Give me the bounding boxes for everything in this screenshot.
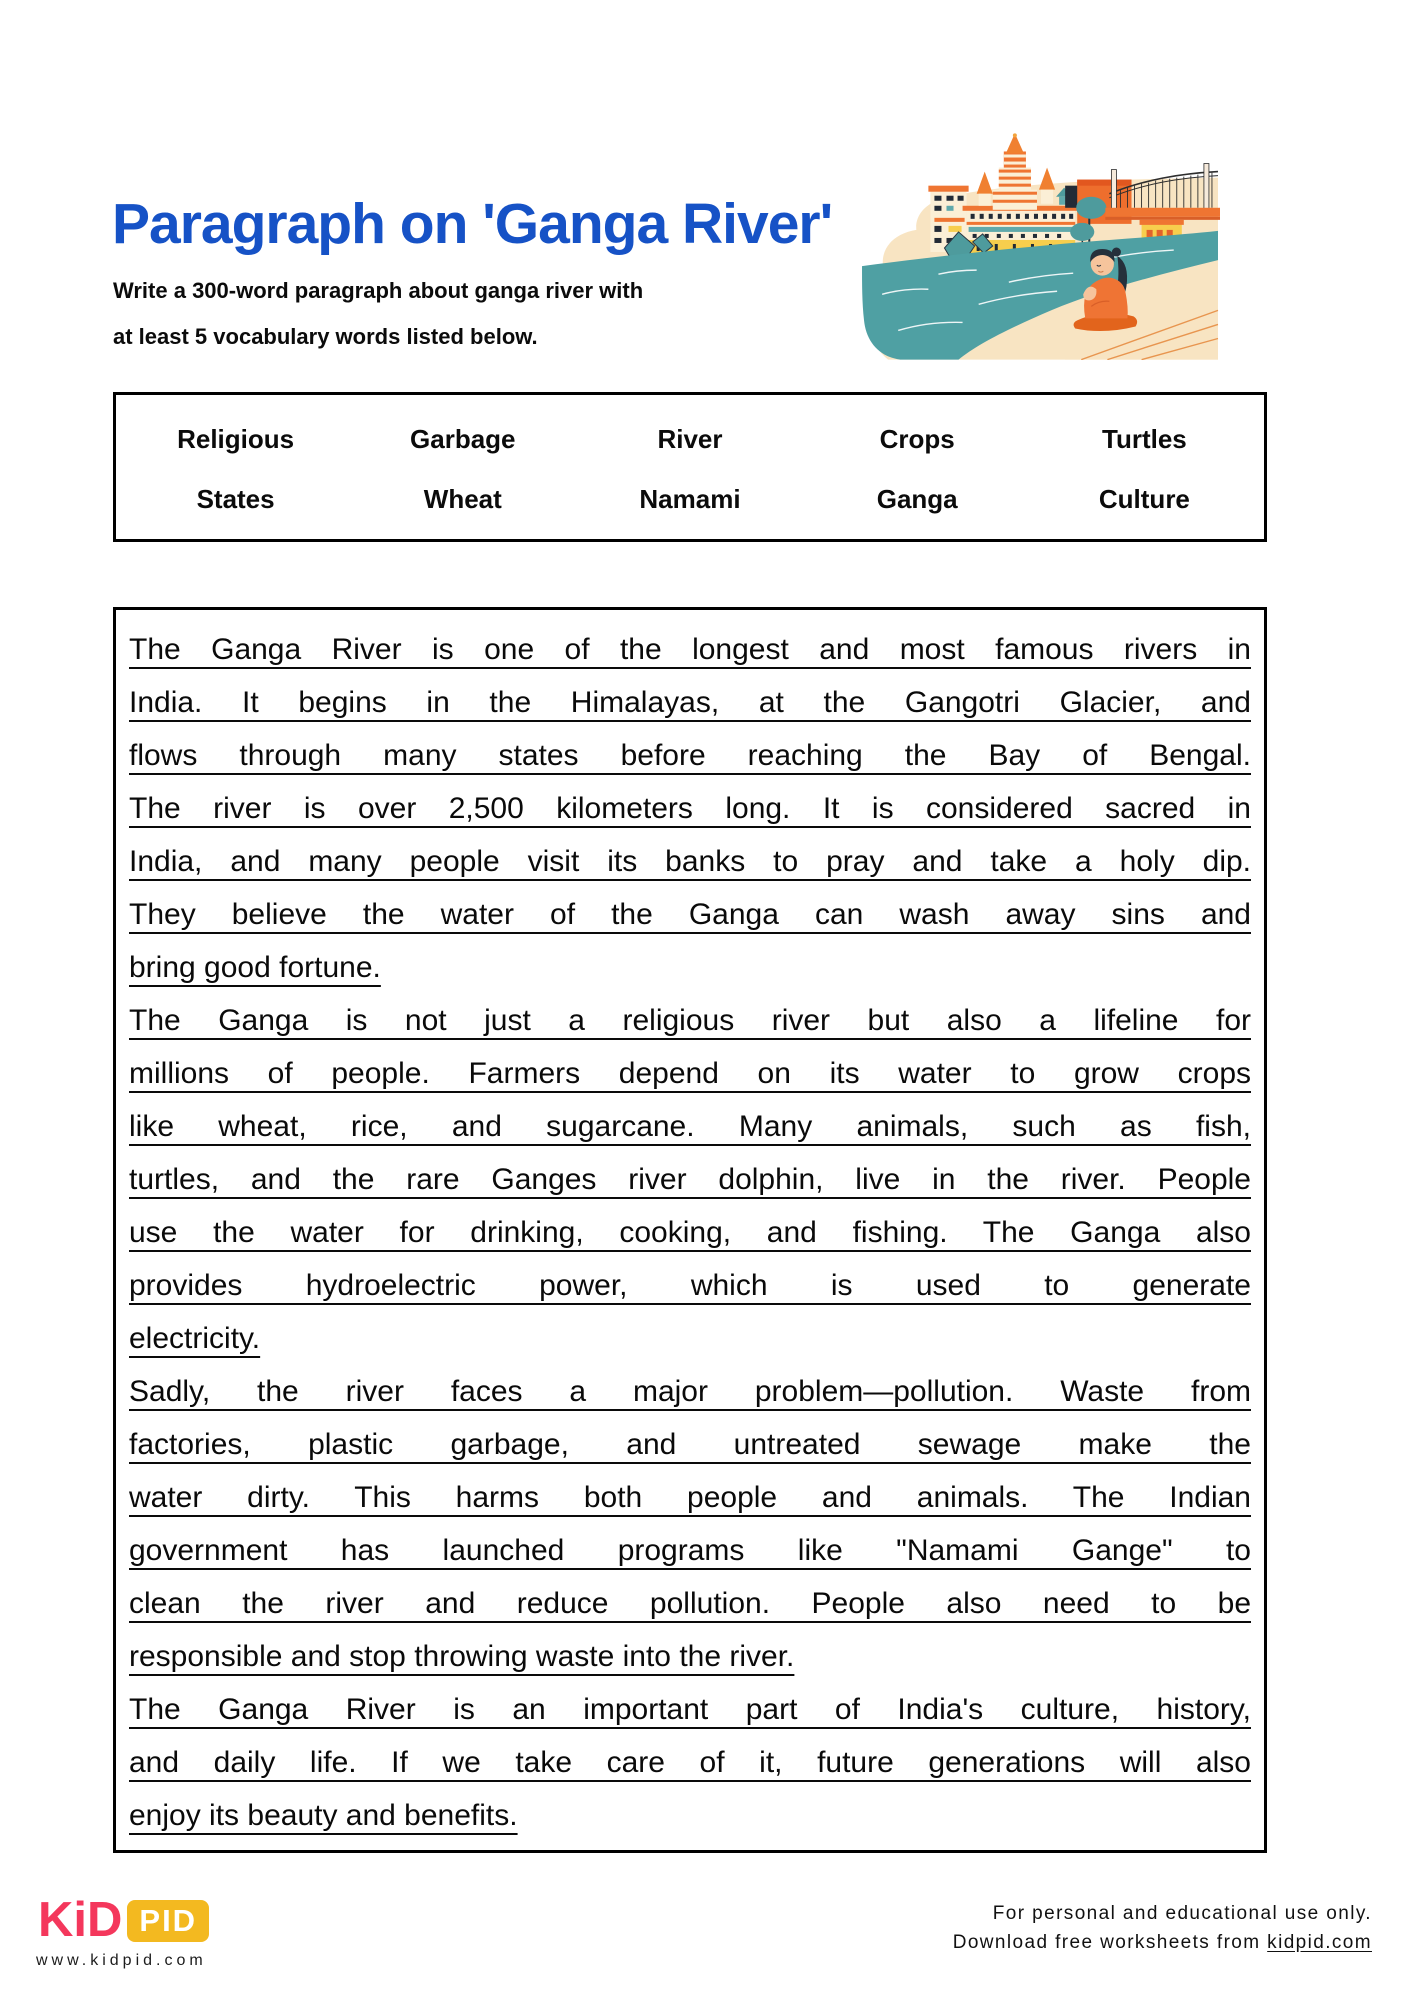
kidpid-logo-kid: KiD [38,1893,123,1947]
page-title: Paragraph on 'Ganga River' [112,192,833,257]
notice-line-1: For personal and educational use only. [992,1903,1372,1924]
vocabulary-word: Turtles [1102,423,1187,454]
vocabulary-word: Ganga [876,483,958,514]
instruction-line-1: Write a 300-word paragraph about ganga river with [113,278,644,303]
essay-line: responsible and stop throwing waste into the river. [129,1640,795,1673]
essay-line: like wheat, rice, and sugarcane. Many animals, such as fish, [129,1110,1251,1143]
essay-line: flows through many states before reaching the Bay of Bengal. [129,739,1251,772]
vocabulary-word: River [657,423,723,454]
essay-line: electricity. [129,1322,261,1355]
vocabulary-word: Crops [879,423,955,454]
essay-line: government has launched programs like "Namami Gange" to [129,1534,1251,1567]
essay-line: India. It begins in the Himalayas, at the Gangotri Glacier, and [129,686,1251,719]
footer-notice [953,1899,1372,1957]
essay-line: factories, plastic garbage, and untreated sewage make the [129,1428,1251,1461]
essay-box [113,607,1267,1853]
essay-text [129,623,1251,1842]
essay-line: The Ganga River is an important part of India's culture, history, [129,1693,1251,1726]
essay-line: The Ganga River is one of the longest and most famous rivers in [129,633,1251,666]
kidpid-logo [38,1893,209,1947]
essay-line: Sadly, the river faces a major problem—pollution. Waste from [129,1375,1251,1408]
instruction-line-2: at least 5 vocabulary words listed below. [113,324,538,349]
essay-line: clean the river and reduce pollution. People also need to be [129,1587,1251,1620]
essay-line: The Ganga is not just a religious river but also a lifeline for [129,1004,1251,1037]
essay-line: provides hydroelectric power, which is used to generate [129,1269,1251,1302]
instructions-text [113,268,873,360]
ganga-ghat-illustration [858,133,1220,360]
essay-line: millions of people. Farmers depend on its water to grow crops [129,1057,1251,1090]
essay-line: India, and many people visit its banks to pray and take a holy dip. [129,845,1251,878]
vocabulary-word: Religious [177,423,295,454]
essay-line: turtles, and the rare Ganges river dolphin, live in the river. People [129,1163,1251,1196]
essay-line: bring good fortune. [129,951,381,984]
notice-line-2-prefix: Download free worksheets from [952,1932,1268,1953]
vocabulary-word: Namami [639,483,741,514]
kidpid-link[interactable]: kidpid.com [1267,1932,1372,1953]
essay-line: water dirty. This harms both people and animals. The Indian [129,1481,1251,1514]
vocabulary-word: Culture [1098,483,1190,514]
vocabulary-word: Garbage [410,423,516,454]
essay-line: They believe the water of the Ganga can wash away sins and [129,898,1251,931]
footer-website: www.kidpid.com [36,1952,207,1969]
essay-line: The river is over 2,500 kilometers long. It is considered sacred in [129,792,1251,825]
vocabulary-word: States [196,483,275,514]
vocabulary-box [113,392,1267,542]
essay-line: and daily life. If we take care of it, future generations will also [129,1746,1251,1779]
essay-line: use the water for drinking, cooking, and fishing. The Ganga also [129,1216,1251,1249]
vocabulary-word: Wheat [423,483,502,514]
kidpid-logo-pid: PID [127,1900,209,1942]
essay-line: enjoy its beauty and benefits. [129,1799,518,1832]
